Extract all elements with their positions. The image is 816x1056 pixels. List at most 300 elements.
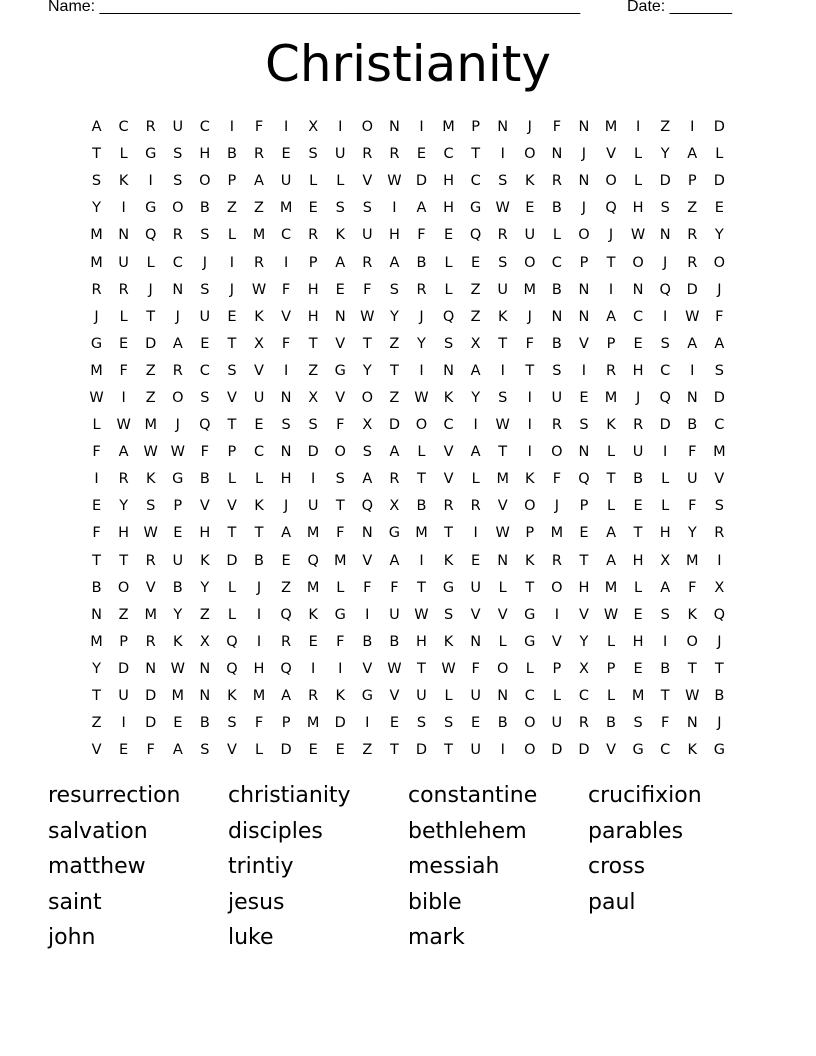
grid-letter: I <box>690 119 695 136</box>
grid-letter: K <box>254 308 264 325</box>
grid-letter: K <box>606 417 616 434</box>
grid-letter: W <box>685 308 700 325</box>
grid-letter: E <box>200 335 210 352</box>
grid-letter: N <box>280 389 292 406</box>
grid-letter: L <box>227 579 236 596</box>
grid-letter: F <box>525 335 534 352</box>
grid-letter: N <box>172 281 184 298</box>
grid-letter: K <box>525 471 535 488</box>
grid-letter: F <box>417 227 426 244</box>
grid-row <box>83 277 733 304</box>
grid-letter: S <box>335 200 345 217</box>
grid-letter: I <box>419 362 424 379</box>
name-field-line: Name: ______________________________________________________ <box>48 0 581 15</box>
grid-letter: N <box>578 173 590 190</box>
grid-letter: I <box>635 119 641 136</box>
date-field-line: Date: _______ <box>627 0 732 15</box>
grid-letter: O <box>632 254 644 271</box>
grid-letter: Q <box>226 633 238 650</box>
grid-letter: E <box>443 227 454 244</box>
grid-letter: T <box>498 444 508 461</box>
grid-letter: D <box>145 715 157 732</box>
grid-letter: S <box>308 146 318 163</box>
grid-letter: O <box>551 579 563 596</box>
grid-letter: Y <box>660 146 670 163</box>
grid-letter: P <box>579 254 589 271</box>
grid-letter: Y <box>389 308 399 325</box>
grid-letter: O <box>524 254 536 271</box>
grid-letter: V <box>497 606 508 623</box>
grid-letter: J <box>202 254 207 271</box>
grid-row <box>83 466 733 493</box>
grid-letter: A <box>118 444 129 461</box>
grid-letter: M <box>90 227 103 244</box>
grid-letter: Q <box>713 606 726 623</box>
grid-letter: V <box>443 471 454 488</box>
grid-letter: T <box>687 660 697 677</box>
grid-letter: E <box>308 200 318 217</box>
grid-letter: X <box>660 552 671 569</box>
grid-letter: C <box>551 254 562 271</box>
grid-letter: M <box>604 119 618 136</box>
grid-letter: J <box>581 146 587 163</box>
grid-row <box>83 629 733 656</box>
grid-letter: R <box>714 525 725 542</box>
grid-letter: E <box>579 525 589 542</box>
grid-letter: K <box>525 552 535 569</box>
grid-letter: O <box>172 200 184 217</box>
grid-letter: W <box>360 308 375 325</box>
grid-letter: N <box>497 552 509 569</box>
grid-letter: K <box>254 498 264 515</box>
grid-letter: U <box>199 308 211 325</box>
grid-letter: L <box>227 606 236 623</box>
grid-letter: O <box>361 119 374 136</box>
grid-letter: M <box>496 471 509 488</box>
grid-row <box>83 249 733 276</box>
grid-letter: A <box>687 146 698 163</box>
grid-letter: S <box>362 200 372 217</box>
grid-letter: A <box>687 335 698 352</box>
grid-letter: Q <box>442 308 455 325</box>
grid-letter: R <box>389 471 400 488</box>
grid-letter: V <box>335 389 346 406</box>
grid-letter: W <box>143 525 158 542</box>
grid-letter: E <box>633 660 643 677</box>
grid-row <box>83 575 733 602</box>
grid-letter: C <box>443 146 454 163</box>
grid-letter: L <box>661 498 670 515</box>
grid-letter: W <box>630 227 646 244</box>
grid-letter: L <box>606 444 616 461</box>
grid-letter: X <box>578 660 589 677</box>
grid-letter: E <box>416 146 427 163</box>
grid-letter: I <box>419 119 424 136</box>
word-bank-item: resurrection <box>48 783 181 808</box>
grid-letter: B <box>389 633 400 650</box>
grid-letter: F <box>390 579 399 596</box>
grid-letter: N <box>199 688 211 705</box>
grid-letter: I <box>338 119 343 136</box>
grid-row <box>83 412 733 439</box>
grid-letter: M <box>279 200 293 217</box>
grid-letter: X <box>254 335 264 352</box>
grid-letter: T <box>660 688 670 705</box>
grid-letter: B <box>687 417 698 434</box>
grid-letter: R <box>687 254 698 271</box>
grid-letter: S <box>200 742 210 759</box>
grid-letter: S <box>660 200 670 217</box>
grid-letter: J <box>527 308 532 325</box>
grid-letter: R <box>362 254 373 271</box>
grid-letter: P <box>119 633 128 650</box>
grid-letter: Z <box>281 579 292 596</box>
grid-letter: E <box>525 200 535 217</box>
grid-letter: L <box>525 660 534 677</box>
grid-letter: T <box>444 742 453 759</box>
grid-letter: V <box>226 742 237 759</box>
grid-letter: U <box>389 606 400 623</box>
grid-letter: M <box>306 715 320 732</box>
grid-letter: S <box>308 417 318 434</box>
grid-letter: R <box>551 417 562 434</box>
grid-letter: I <box>311 660 316 677</box>
grid-row <box>83 358 733 385</box>
grid-letter: G <box>524 633 536 650</box>
grid-letter: K <box>497 308 508 325</box>
grid-letter: A <box>254 173 264 190</box>
grid-letter: C <box>253 444 265 461</box>
grid-letter: M <box>442 119 455 136</box>
grid-letter: O <box>415 417 428 434</box>
grid-letter: B <box>226 146 237 163</box>
grid-letter: Z <box>91 715 102 732</box>
grid-letter: U <box>172 552 184 569</box>
word-bank-item: parables <box>588 818 684 844</box>
grid-letter: S <box>498 254 508 271</box>
grid-letter: F <box>471 660 480 677</box>
grid-letter: D <box>686 281 698 298</box>
grid-letter: U <box>470 688 481 705</box>
grid-letter: I <box>663 308 668 325</box>
grid-letter: F <box>336 417 345 434</box>
grid-letter: C <box>660 742 671 759</box>
grid-letter: U <box>280 173 292 190</box>
grid-letter: V <box>497 498 508 515</box>
grid-letter: Q <box>469 227 482 244</box>
grid-letter: L <box>498 579 507 596</box>
grid-letter: L <box>119 308 128 325</box>
grid-letter: J <box>419 308 424 325</box>
grid-letter: H <box>253 660 265 677</box>
grid-letter: S <box>200 389 210 406</box>
grid-letter: E <box>471 715 481 732</box>
grid-letter: U <box>470 579 481 596</box>
grid-letter: E <box>91 498 102 515</box>
grid-letter: X <box>362 417 373 434</box>
grid-letter: E <box>633 335 643 352</box>
grid-letter: T <box>335 498 345 515</box>
grid-letter: I <box>148 173 153 190</box>
grid-letter: G <box>388 525 401 542</box>
grid-letter: V <box>578 606 589 623</box>
grid-letter: X <box>389 498 400 515</box>
grid-letter: I <box>283 362 289 379</box>
grid-letter: F <box>336 525 345 542</box>
grid-letter: P <box>471 119 480 136</box>
grid-letter: F <box>92 444 101 461</box>
grid-letter: T <box>362 335 372 352</box>
grid-letter: A <box>606 308 616 325</box>
grid-letter: H <box>388 227 400 244</box>
grid-letter: M <box>333 552 347 569</box>
grid-letter: W <box>414 606 429 623</box>
grid-letter: B <box>172 579 183 596</box>
grid-letter: C <box>199 119 210 136</box>
grid-letter: Y <box>687 525 697 542</box>
grid-letter: W <box>441 660 456 677</box>
grid-letter: F <box>254 715 264 732</box>
grid-letter: N <box>686 715 698 732</box>
grid-letter: K <box>443 633 454 650</box>
grid-letter: A <box>281 688 292 705</box>
grid-letter: L <box>606 633 616 650</box>
grid-letter: U <box>551 389 563 406</box>
grid-letter: J <box>256 579 262 596</box>
grid-letter: S <box>498 389 508 406</box>
grid-letter: Z <box>308 362 319 379</box>
grid-letter: O <box>524 498 536 515</box>
grid-row <box>83 737 733 764</box>
grid-letter: I <box>527 417 532 434</box>
grid-letter: U <box>253 389 265 406</box>
grid-letter: E <box>281 146 291 163</box>
grid-letter: T <box>633 525 643 542</box>
grid-row <box>83 304 733 331</box>
grid-letter: I <box>500 362 505 379</box>
grid-letter: D <box>334 715 346 732</box>
grid-row <box>83 602 733 629</box>
grid-letter: Z <box>145 389 156 406</box>
grid-letter: N <box>470 633 482 650</box>
grid-letter: F <box>119 362 128 379</box>
grid-letter: I <box>338 660 343 677</box>
grid-letter: D <box>145 335 157 352</box>
grid-letter: Q <box>280 606 292 623</box>
grid-letter: I <box>229 119 235 136</box>
grid-row <box>83 114 733 141</box>
grid-letter: M <box>306 579 320 596</box>
grid-letter: V <box>551 633 562 650</box>
grid-letter: L <box>227 471 236 488</box>
grid-letter: K <box>335 688 345 705</box>
grid-letter: N <box>388 119 400 136</box>
grid-letter: H <box>659 525 671 542</box>
grid-letter: O <box>551 444 563 461</box>
grid-letter: A <box>362 471 373 488</box>
grid-letter: W <box>603 606 619 623</box>
grid-letter: F <box>146 742 155 759</box>
grid-letter: T <box>146 308 156 325</box>
grid-letter: N <box>686 389 698 406</box>
grid-letter: L <box>119 146 128 163</box>
grid-letter: R <box>551 552 562 569</box>
grid-letter: H <box>416 633 427 650</box>
word-bank-item: luke <box>228 925 274 950</box>
grid-letter: E <box>335 281 345 298</box>
grid-letter: G <box>334 606 346 623</box>
grid-letter: B <box>551 335 562 352</box>
grid-letter: F <box>688 498 697 515</box>
grid-letter: W <box>495 417 510 434</box>
grid-letter: X <box>308 119 319 136</box>
grid-letter: N <box>361 525 373 542</box>
grid-letter: S <box>416 715 427 732</box>
grid-letter: N <box>280 444 292 461</box>
grid-letter: I <box>663 633 668 650</box>
grid-letter: H <box>632 633 644 650</box>
grid-letter: W <box>116 417 131 434</box>
grid-letter: F <box>363 281 372 298</box>
grid-letter: T <box>92 552 101 569</box>
grid-letter: R <box>253 146 265 163</box>
grid-letter: K <box>687 742 698 759</box>
grid-letter: R <box>633 417 644 434</box>
grid-letter: O <box>605 173 617 190</box>
grid-letter: V <box>362 660 373 677</box>
grid-letter: P <box>606 660 616 677</box>
grid-letter: G <box>442 579 455 596</box>
grid-letter: I <box>94 471 99 488</box>
grid-letter: J <box>717 715 722 732</box>
grid-letter: W <box>143 444 158 461</box>
grid-letter: K <box>335 227 345 244</box>
grid-letter: T <box>227 525 237 542</box>
grid-letter: S <box>335 471 345 488</box>
grid-letter: S <box>173 173 183 190</box>
grid-letter: R <box>497 227 508 244</box>
grid-letter: E <box>579 389 589 406</box>
grid-letter: O <box>524 742 536 759</box>
grid-row <box>83 710 733 737</box>
grid-letter: Z <box>687 200 698 217</box>
grid-letter: T <box>606 471 616 488</box>
grid-letter: N <box>578 444 590 461</box>
grid-letter: S <box>443 715 454 732</box>
grid-letter: S <box>660 606 670 623</box>
grid-letter: B <box>254 552 264 569</box>
grid-letter: U <box>172 119 184 136</box>
grid-row <box>83 222 733 249</box>
grid-letter: I <box>121 715 126 732</box>
grid-letter: L <box>634 579 643 596</box>
grid-letter: U <box>551 715 563 732</box>
grid-letter: K <box>687 606 698 623</box>
grid-letter: I <box>608 281 614 298</box>
grid-letter: W <box>170 444 185 461</box>
grid-letter: C <box>714 417 725 434</box>
grid-letter: G <box>145 200 157 217</box>
grid-letter: Y <box>362 362 372 379</box>
grid-letter: R <box>172 227 183 244</box>
grid-letter: D <box>578 742 590 759</box>
grid-letter: T <box>92 688 101 705</box>
word-bank-item: crucifixion <box>588 783 702 808</box>
grid-letter: A <box>470 362 481 379</box>
grid-letter: L <box>309 173 318 190</box>
grid-letter: Y <box>92 200 101 217</box>
grid-letter: Q <box>659 389 671 406</box>
grid-letter: C <box>199 362 210 379</box>
grid-letter: P <box>281 715 291 732</box>
grid-letter: E <box>633 606 643 623</box>
grid-letter: B <box>660 660 671 677</box>
grid-letter: V <box>606 742 616 759</box>
grid-letter: A <box>91 119 102 136</box>
grid-letter: S <box>660 335 670 352</box>
grid-letter: L <box>254 742 264 759</box>
grid-letter: G <box>470 200 482 217</box>
grid-letter: S <box>362 444 372 461</box>
grid-letter: V <box>578 335 589 352</box>
grid-letter: T <box>417 660 426 677</box>
grid-letter: L <box>634 146 643 163</box>
grid-letter: C <box>660 362 671 379</box>
grid-letter: U <box>307 498 319 515</box>
grid-letter: L <box>444 254 453 271</box>
grid-letter: N <box>91 606 102 623</box>
grid-letter: F <box>688 444 697 461</box>
grid-letter: J <box>283 498 289 515</box>
grid-letter: Q <box>144 227 157 244</box>
grid-letter: V <box>389 688 400 705</box>
grid-letter: K <box>145 471 156 488</box>
grid-letter: M <box>144 606 157 623</box>
grid-letter: I <box>473 417 478 434</box>
grid-letter: V <box>91 742 102 759</box>
grid-letter: D <box>280 742 292 759</box>
grid-letter: W <box>251 281 267 298</box>
grid-letter: R <box>416 281 427 298</box>
grid-letter: E <box>633 498 643 515</box>
grid-letter: N <box>551 308 563 325</box>
grid-letter: E <box>227 308 237 325</box>
grid-letter: B <box>416 254 427 271</box>
grid-row <box>83 141 733 168</box>
grid-letter: T <box>606 254 616 271</box>
grid-letter: I <box>256 633 262 650</box>
grid-letter: I <box>663 444 668 461</box>
grid-letter: Z <box>145 362 156 379</box>
grid-letter: X <box>308 389 319 406</box>
grid-letter: O <box>524 715 536 732</box>
grid-letter: L <box>444 688 453 705</box>
grid-letter: U <box>362 227 373 244</box>
word-bank-item: messiah <box>408 854 500 879</box>
grid-letter: W <box>414 389 429 406</box>
grid-letter: R <box>389 146 400 163</box>
grid-letter: T <box>579 552 589 569</box>
word-bank-item: disciples <box>228 818 323 844</box>
grid-letter: U <box>686 471 698 488</box>
grid-letter: N <box>199 660 211 677</box>
grid-letter: K <box>443 389 454 406</box>
grid-letter: L <box>552 227 561 244</box>
grid-letter: A <box>335 254 346 271</box>
grid-letter: I <box>365 606 370 623</box>
grid-row <box>83 168 733 195</box>
grid-letter: T <box>714 660 724 677</box>
